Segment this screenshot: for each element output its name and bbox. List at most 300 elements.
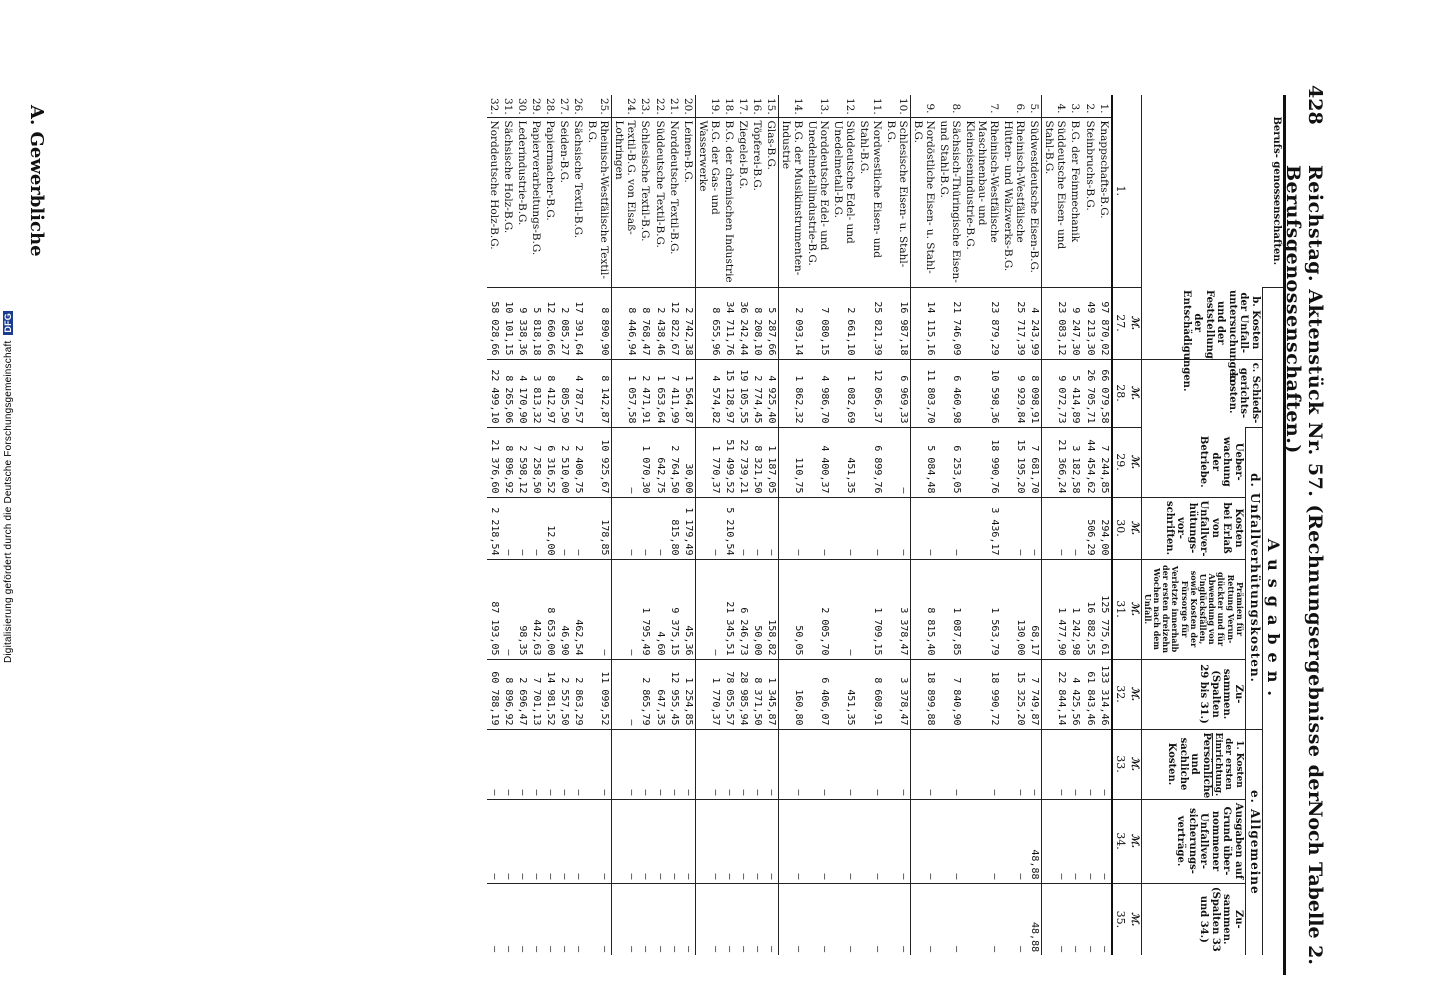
row-number: 31. <box>501 98 514 115</box>
row-number: 7. <box>988 103 1001 114</box>
header-col-33 <box>1141 729 1245 799</box>
amount-c29: 8 321,50 <box>750 427 764 497</box>
table-row <box>652 95 666 955</box>
column-number: 29. <box>1112 427 1128 497</box>
amount-c33: — <box>805 729 831 799</box>
amount-c32: 7 701,13 <box>529 659 543 729</box>
amount-c32: 8 371,50 <box>750 659 764 729</box>
amount-c31: 50,05 <box>779 559 806 659</box>
amount-c34: — <box>515 799 529 883</box>
amount-c33: — <box>667 729 681 799</box>
amount-c34: — <box>1042 799 1069 883</box>
amount-c28: 805,50 <box>557 359 571 427</box>
amount-c32: 14 981,52 <box>543 659 557 729</box>
amount-c33: — <box>515 729 529 799</box>
amount-c29: 51 499,52 <box>722 427 736 497</box>
amount-c28: 26 705,71 <box>1082 359 1096 427</box>
amount-c29: 30,00 <box>681 427 696 497</box>
table-row <box>937 95 963 955</box>
amount-c32: 1 770,37 <box>695 659 722 729</box>
row-number: 22. <box>653 98 666 115</box>
amount-c32: 133 314,46 <box>1097 659 1112 729</box>
amount-c27: 2 438,46 <box>652 287 666 359</box>
amount-c31: 1 477,90 <box>1042 559 1069 659</box>
amount-c30: — <box>831 497 857 559</box>
amount-c28: 6 460,98 <box>937 359 963 427</box>
amount-c28: 19 105,55 <box>736 359 750 427</box>
amount-c35: — <box>722 883 736 955</box>
amount-c33: — <box>1027 729 1042 799</box>
amount-c32: 22 844,14 <box>1042 659 1069 729</box>
amount-c34: — <box>695 799 722 883</box>
amount-c28: 7 411,99 <box>667 359 681 427</box>
amount-c32: 11 099,52 <box>585 659 612 729</box>
amount-c33: — <box>831 729 857 799</box>
amount-c34: — <box>585 799 612 883</box>
amount-c34: — <box>667 799 681 883</box>
amount-c35: — <box>937 883 963 955</box>
association-name: Nordwestliche Eisen- und Stahl-B.G. <box>857 117 883 287</box>
amount-c30: — <box>612 497 639 559</box>
amount-c33: — <box>501 729 515 799</box>
row-number: 2. <box>1083 103 1096 114</box>
amount-c27: 2 661,10 <box>831 287 857 359</box>
amount-c29: 451,35 <box>831 427 857 497</box>
amount-c29: 110,75 <box>779 427 806 497</box>
amount-c30: 506,29 <box>1082 497 1096 559</box>
amount-c29: 7 681,70 <box>1027 427 1042 497</box>
table-row <box>779 95 806 955</box>
amount-c27: 7 080,15 <box>805 287 831 359</box>
amount-c29: 2 510,00 <box>557 427 571 497</box>
column-number: 33. <box>1112 729 1128 799</box>
amount-c32: 15 325,20 <box>1001 659 1027 729</box>
amount-c32: 2 865,79 <box>638 659 652 729</box>
page-header <box>1282 75 1330 975</box>
amount-c27: 17 391,64 <box>571 287 585 359</box>
amount-c27: 21 746,09 <box>937 287 963 359</box>
column-number: 30. <box>1112 497 1128 559</box>
row-number: 21. <box>667 98 680 115</box>
table-row <box>722 95 736 955</box>
amount-c29: 6 316,52 <box>543 427 557 497</box>
amount-c28: 6 969,33 <box>884 359 911 427</box>
amount-c30: — <box>805 497 831 559</box>
row-number: 3. <box>1069 103 1082 114</box>
association-name: Ziegelei-B.G. <box>736 117 750 287</box>
table-row <box>1097 95 1112 955</box>
amount-c29: — <box>612 427 639 497</box>
amount-c31: 6 246,73 <box>736 559 750 659</box>
row-number: 24. <box>625 98 638 115</box>
amount-c32: 2 863,29 <box>571 659 585 729</box>
amount-c34: — <box>910 799 937 883</box>
amount-c34: — <box>764 799 779 883</box>
amount-c27: 2 093,14 <box>779 287 806 359</box>
header-col-29: Ueber-wachung der Betriebe. <box>1141 427 1245 497</box>
amount-c35: — <box>667 883 681 955</box>
header-col-c: c. Schieds-gerichts-kosten. <box>1141 359 1262 427</box>
amount-c31: 4,60 <box>652 559 666 659</box>
amount-c29: 4 400,37 <box>805 427 831 497</box>
amount-c27: 8 446,94 <box>612 287 639 359</box>
amount-c27: 9 247,30 <box>1068 287 1082 359</box>
amount-c28: 2 774,45 <box>750 359 764 427</box>
amount-c32: 8 608,91 <box>857 659 883 729</box>
table-row <box>910 95 937 955</box>
table-row <box>695 95 722 955</box>
association-name: Norddeutsche Holz-B.G. <box>487 117 501 287</box>
table-row <box>831 95 857 955</box>
column-number-row <box>1112 95 1128 955</box>
amount-c28: 66 079,58 <box>1097 359 1112 427</box>
amount-c30: — <box>937 497 963 559</box>
amount-c30: — <box>910 497 937 559</box>
association-name: B.G. der Musikinstrumenten-Industrie <box>779 117 806 287</box>
amount-c33: — <box>681 729 696 799</box>
amount-c29: 1 070,30 <box>638 427 652 497</box>
amount-c30: 3 436,17 <box>963 497 1001 559</box>
amount-c33: — <box>963 729 1001 799</box>
amount-c30: — <box>695 497 722 559</box>
unit-spacer <box>1127 95 1141 287</box>
association-name: Seiden-B.G. <box>557 117 571 287</box>
amount-c31: 9 375,15 <box>667 559 681 659</box>
amount-c29: 1 770,37 <box>695 427 722 497</box>
header-group-d: d. Unfallverhütungskosten. <box>1245 427 1262 729</box>
amount-c27: 97 870,02 <box>1097 287 1112 359</box>
amount-c28: 1 082,69 <box>831 359 857 427</box>
amount-c32: 8 896,92 <box>501 659 515 729</box>
header-ausgaben: Ausgaben. <box>1262 287 1283 955</box>
amount-c32: 1 345,87 <box>764 659 779 729</box>
amount-c29: 3 182,58 <box>1068 427 1082 497</box>
row-number: 19. <box>708 98 721 115</box>
amount-c28: 22 499,10 <box>487 359 501 427</box>
header-col-35: Zu-sammen. (Spalten 33 und 34.) <box>1141 883 1245 955</box>
amount-c28: 1 564,87 <box>681 359 696 427</box>
row-number: 32. <box>487 98 500 115</box>
table-row <box>667 95 681 955</box>
amount-c27: 16 987,18 <box>884 287 911 359</box>
table-row <box>1001 95 1027 955</box>
amount-c33: — <box>557 729 571 799</box>
column-number: 32. <box>1112 659 1128 729</box>
unit-label: ℳ. <box>1127 359 1141 427</box>
amount-c28: 3 813,32 <box>529 359 543 427</box>
amount-c35: — <box>652 883 666 955</box>
amount-c31: 130,00 <box>1001 559 1027 659</box>
amount-c31: 1 242,98 <box>1068 559 1082 659</box>
amount-c28: 8 142,87 <box>585 359 612 427</box>
amount-c28: 5 414,89 <box>1068 359 1082 427</box>
amount-c33: — <box>910 729 937 799</box>
table-row <box>1042 95 1069 955</box>
amount-c28: 12 056,37 <box>857 359 883 427</box>
amount-c28: 4 170,90 <box>515 359 529 427</box>
amount-c32: 18 990,72 <box>963 659 1001 729</box>
association-name: Süddeutsche Eisen- und Stahl-B.G. <box>1042 117 1069 287</box>
header-col-b: b. Kosten der Unfall-untersuchungen und der Feststellung der Entschädigungen. <box>1141 287 1262 359</box>
amount-c31: — <box>585 559 612 659</box>
amount-c35: — <box>557 883 571 955</box>
amount-c30: 815,80 <box>667 497 681 559</box>
amount-c34: — <box>652 799 666 883</box>
amount-c27: 5 818,18 <box>529 287 543 359</box>
amount-c34: — <box>681 799 696 883</box>
page-title: Reichstag. Aktenstück Nr. 57. (Rechnungsergebnisse der Berufsgenossenschaften.) <box>1282 165 1326 802</box>
amount-c28: 1 653,64 <box>652 359 666 427</box>
amount-c35: — <box>543 883 557 955</box>
header-col-33-label: Persönliche und sachliche Kosten. <box>1166 732 1212 799</box>
association-name: Schlesische Eisen- u. Stahl-B.G. <box>884 117 911 287</box>
amount-c29: 6 899,76 <box>857 427 883 497</box>
unit-label: ℳ. <box>1127 729 1141 799</box>
column-number: 34. <box>1112 799 1128 883</box>
amount-c28: 4 574,82 <box>695 359 722 427</box>
amount-c27: 36 242,44 <box>736 287 750 359</box>
amount-c31: 8 815,40 <box>910 559 937 659</box>
amount-c32: 647,35 <box>652 659 666 729</box>
association-name: Papiermacher-B.G. <box>543 117 557 287</box>
amount-c32: 7 749,87 <box>1027 659 1042 729</box>
amount-c29: 7 258,50 <box>529 427 543 497</box>
amount-c32: 7 840,90 <box>937 659 963 729</box>
amount-c35: — <box>638 883 652 955</box>
amount-c32: — <box>612 659 639 729</box>
credit-text: Digitalisierung gefördert durch die Deutsche Forschungsgemeinschaft <box>3 340 14 664</box>
amount-c28: 4 925,40 <box>764 359 779 427</box>
amount-c34: — <box>571 799 585 883</box>
table-row <box>612 95 639 955</box>
amount-c34: — <box>1082 799 1096 883</box>
header-group-e: e. Allgemeine <box>1245 729 1262 955</box>
amount-c34: — <box>543 799 557 883</box>
amount-c28: 1 057,58 <box>612 359 639 427</box>
amount-c27: 25 717,39 <box>1001 287 1027 359</box>
association-name: Sächsische Holz-B.G. <box>501 117 515 287</box>
row-number: 18. <box>722 98 735 115</box>
amount-c34: — <box>638 799 652 883</box>
unit-label: ℳ. <box>1127 497 1141 559</box>
amount-c33: — <box>1001 729 1027 799</box>
amount-c35: — <box>695 883 722 955</box>
row-number: 12. <box>844 98 857 115</box>
amount-c32: 2 696,47 <box>515 659 529 729</box>
amount-c27: 23 879,29 <box>963 287 1001 359</box>
amount-c34: — <box>937 799 963 883</box>
amount-c31: 442,63 <box>529 559 543 659</box>
amount-c27: 2 742,38 <box>681 287 696 359</box>
amount-c31: 1 087,85 <box>937 559 963 659</box>
dfg-logo: DFG <box>3 312 13 333</box>
amount-c29: 15 195,20 <box>1001 427 1027 497</box>
amount-c35: — <box>501 883 515 955</box>
association-name: Rheinisch-Westfälische Textil-B.G. <box>585 117 612 287</box>
row-number: 11. <box>870 98 883 115</box>
table-row <box>638 95 652 955</box>
amount-c27: 23 083,12 <box>1042 287 1069 359</box>
amount-c33: — <box>750 729 764 799</box>
amount-c35: — <box>1068 883 1082 955</box>
row-number: 20. <box>681 95 696 117</box>
amount-c33: — <box>764 729 779 799</box>
amount-c28: 9 929,84 <box>1001 359 1027 427</box>
amount-c27: 8 890,90 <box>585 287 612 359</box>
amount-c34: 48,88 <box>1027 799 1042 883</box>
amount-c30: — <box>779 497 806 559</box>
amount-c35: — <box>963 883 1001 955</box>
amount-c32: 12 955,45 <box>667 659 681 729</box>
amount-c31: — <box>501 559 515 659</box>
amount-c33: — <box>736 729 750 799</box>
table-row <box>515 95 529 955</box>
amount-c35: — <box>515 883 529 955</box>
association-name: Schlesische Textil-B.G. <box>638 117 652 287</box>
amount-c35: — <box>910 883 937 955</box>
amount-c33: — <box>722 729 736 799</box>
amount-c27: 2 085,27 <box>557 287 571 359</box>
amount-c27: 4 243,99 <box>1027 287 1042 359</box>
unit-label: ℳ. <box>1127 883 1141 955</box>
amount-c27: 58 028,66 <box>487 287 501 359</box>
association-name: Leinen-B.G. <box>681 117 696 287</box>
amount-c30: — <box>515 497 529 559</box>
association-name: Rheinisch-Westfälische Maschinenbau- und Kleineisenindustrie-B.G. <box>963 117 1001 287</box>
association-name: Glas-B.G. <box>764 117 779 287</box>
amount-c30: — <box>736 497 750 559</box>
amount-c34: — <box>1097 799 1112 883</box>
amount-c28: 8 098,91 <box>1027 359 1042 427</box>
unit-label: ℳ. <box>1127 287 1141 359</box>
amount-c31: 16 882,55 <box>1082 559 1096 659</box>
amount-c35: — <box>1082 883 1096 955</box>
amount-c35: — <box>831 883 857 955</box>
amount-c32: 160,80 <box>779 659 806 729</box>
amount-c31: 3 378,47 <box>884 559 911 659</box>
table-row <box>963 95 1001 955</box>
amount-c31: 1 795,49 <box>638 559 652 659</box>
amount-c31: 21 345,51 <box>722 559 736 659</box>
amount-c29: 44 454,62 <box>1082 427 1096 497</box>
amount-c29: 10 925,67 <box>585 427 612 497</box>
table-row <box>585 95 612 955</box>
table-row <box>529 95 543 955</box>
association-name: Norddeutsche Edel- und Unedelmetallindustrie-B.G. <box>805 117 831 287</box>
amount-c30: 294,00 <box>1097 497 1112 559</box>
unit-label: ℳ. <box>1127 427 1141 497</box>
amount-c33: — <box>652 729 666 799</box>
column-number: 27. <box>1112 287 1128 359</box>
amount-c34: — <box>1001 799 1027 883</box>
column-number: 1. <box>1112 95 1128 287</box>
amount-c30: — <box>529 497 543 559</box>
row-number: 25. <box>585 95 612 117</box>
row-number: 16. <box>750 98 763 115</box>
amount-c27: 8 768,47 <box>638 287 652 359</box>
amount-c34: — <box>1068 799 1082 883</box>
amount-c31: 46,90 <box>557 559 571 659</box>
header-col-34: Ausgaben auf Grund über-nommener Unfallver-sicherungs-verträge. <box>1141 799 1245 883</box>
amount-c33: — <box>612 729 639 799</box>
amount-c35: — <box>681 883 696 955</box>
amount-c29: 8 896,92 <box>501 427 515 497</box>
association-name: Nordöstliche Eisen- u. Stahl-B.G. <box>910 117 937 287</box>
amount-c33: — <box>1097 729 1112 799</box>
amount-c32: 451,35 <box>831 659 857 729</box>
amount-c28: 11 803,70 <box>910 359 937 427</box>
row-number: 13. <box>818 98 831 115</box>
amount-c29: — <box>884 427 911 497</box>
column-number: 31. <box>1112 559 1128 659</box>
amount-c29: 1 187,05 <box>764 427 779 497</box>
amount-c35: — <box>571 883 585 955</box>
amount-c30: — <box>571 497 585 559</box>
header-berufsgenossenschaften: Berufs- genossenschaften. <box>1141 95 1283 287</box>
amount-c35: — <box>585 883 612 955</box>
amount-c29: 642,75 <box>652 427 666 497</box>
amount-c34: — <box>963 799 1001 883</box>
association-name: Papierverarbeitungs-B.G. <box>529 117 543 287</box>
association-name: Lederindustrie-B.G. <box>515 117 529 287</box>
association-name: B.G. der chemischen Industrie <box>722 117 736 287</box>
header-group-e-sub: 1. Kosten der ersten Einrichtung. <box>1213 732 1244 797</box>
amount-c29: 6 253,05 <box>937 427 963 497</box>
amount-c30: — <box>501 497 515 559</box>
association-name: Rheinisch-Westfälische Hütten- und Walzwerks-B.G. <box>1001 117 1027 287</box>
amount-c33: — <box>1042 729 1069 799</box>
amount-c34: — <box>805 799 831 883</box>
amount-c33: — <box>884 729 911 799</box>
table-row <box>1027 95 1042 955</box>
amount-c32: 61 843,46 <box>1082 659 1096 729</box>
amount-c35: — <box>857 883 883 955</box>
amount-c31: 87 193,05 <box>487 559 501 659</box>
amount-c33: — <box>585 729 612 799</box>
row-number: 15. <box>764 95 779 117</box>
digitization-credit <box>3 7 17 967</box>
amount-c32: 28 985,94 <box>736 659 750 729</box>
table-row <box>857 95 883 955</box>
amount-c31: 2 005,70 <box>805 559 831 659</box>
table-row <box>501 95 515 955</box>
amount-c27: 10 101,15 <box>501 287 515 359</box>
amount-c32: 60 788,19 <box>487 659 501 729</box>
amount-c32: 3 378,47 <box>884 659 911 729</box>
amount-c27: 9 338,36 <box>515 287 529 359</box>
association-name: Knappschafts-B.G. <box>1097 117 1112 287</box>
amount-c27: 49 213,30 <box>1082 287 1096 359</box>
amount-c32: 2 557,50 <box>557 659 571 729</box>
amount-c28: 2 471,91 <box>638 359 652 427</box>
amount-c27: 8 655,96 <box>695 287 722 359</box>
amount-c30: — <box>764 497 779 559</box>
amount-c30: 12,00 <box>543 497 557 559</box>
amount-c30: — <box>1001 497 1027 559</box>
amount-c35: — <box>736 883 750 955</box>
amount-c28: 15 128,97 <box>722 359 736 427</box>
amount-c34: — <box>529 799 543 883</box>
amount-c30: — <box>750 497 764 559</box>
amount-c33: — <box>1082 729 1096 799</box>
amount-c28: 8 412,97 <box>543 359 557 427</box>
amount-c28: 4 787,57 <box>571 359 585 427</box>
amount-c30: — <box>857 497 883 559</box>
table-row <box>571 95 585 955</box>
amount-c35: — <box>1097 883 1112 955</box>
amount-c27: 14 115,16 <box>910 287 937 359</box>
row-number: 8. <box>949 103 962 114</box>
